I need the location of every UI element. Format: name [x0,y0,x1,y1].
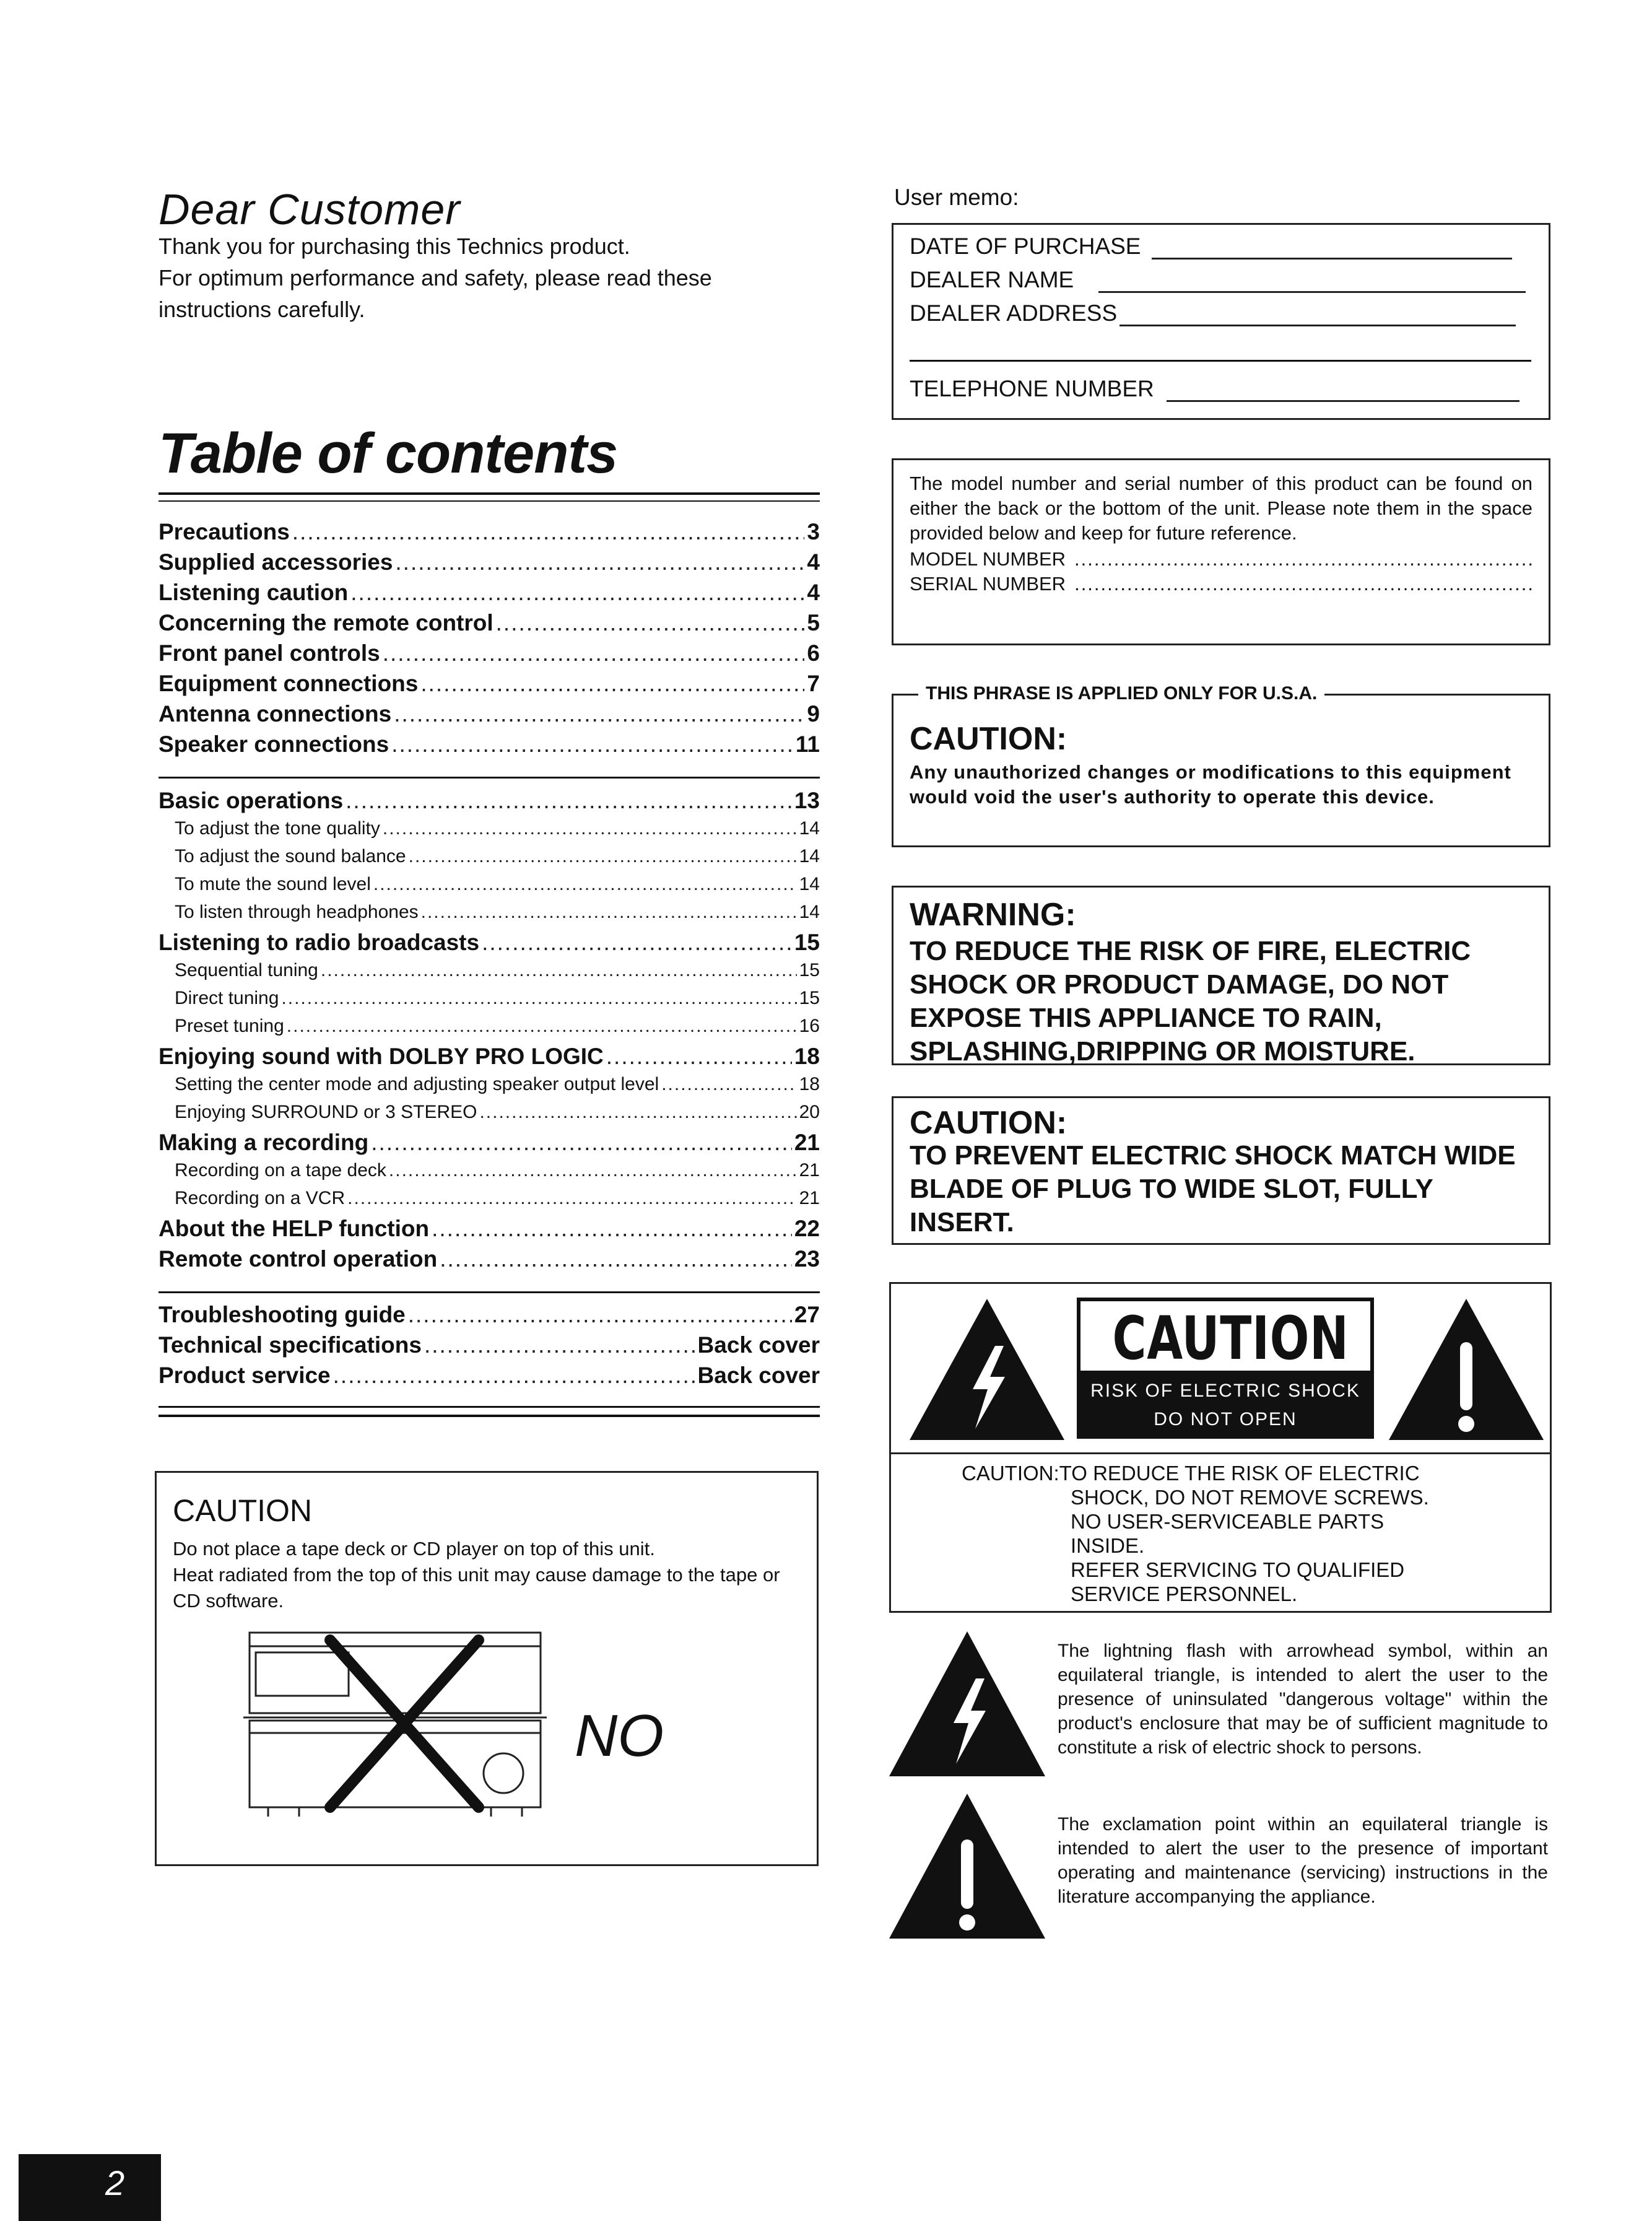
toc-entry [159,1302,820,1332]
warning-text [910,935,1541,1068]
user-memo-label: User memo: [894,185,1019,210]
toc-entry-page: 4 [807,549,820,575]
warning-line: SPLASHING,DRIPPING OR MOISTURE. [910,1036,1415,1067]
toc-entry-page: 18 [799,1074,820,1094]
no-label: NO [575,1703,664,1769]
toc-leader-dots [661,1074,796,1095]
toc-entry [159,671,820,701]
toc-entry-page: 14 [799,902,820,922]
toc-entry-label: Antenna connections [159,701,392,727]
toc-entry-label: Setting the center mode and adjusting speaker output level [175,1074,659,1094]
warning-line: TO REDUCE THE RISK OF FIRE, ELECTRIC [910,936,1471,966]
memo-fill-line [1119,308,1516,326]
toc-entry-label: Basic operations [159,788,344,813]
toc-entry-page: 4 [807,580,820,605]
tape-caution-title: CAUTION [173,1493,312,1528]
toc-entry-label: Enjoying SURROUND or 3 STEREO [175,1102,477,1122]
warning-line: SHOCK OR PRODUCT DAMAGE, DO NOT [910,969,1449,1000]
toc-bottom-rule-thick [159,1415,820,1417]
toc-entry-page: 21 [799,1188,820,1208]
toc-leader-dots [421,902,797,923]
toc-leader-dots [383,640,805,666]
toc-top-rule [159,492,820,495]
memo-field-label: DEALER NAME [910,267,1074,292]
toc-subentry [159,1160,820,1188]
plug-caution-line: BLADE OF PLUG TO WIDE SLOT, FULLY [910,1174,1433,1204]
model-number-line [910,547,1532,572]
intro-line: instructions carefully. [159,297,365,322]
toc-leader-dots [389,1160,797,1181]
exclamation-symbol-explanation: The exclamation point within an equilateral triangle is intended to alert the user to the presence of important operating and maintenance (servicing) instructions in the literature accompanying the appliance. [1058,1814,1548,1907]
toc-leader-dots [347,1188,796,1209]
toc-subentry [159,874,820,902]
toc-entry-label: Precautions [159,519,290,544]
shock-label-line: NO USER-SERVICEABLE PARTS [1071,1510,1385,1533]
toc-entry-label: Concerning the remote control [159,610,493,635]
toc-entry-page: 3 [807,519,820,544]
toc-leader-dots [373,874,797,895]
memo-field-dealer-address [910,300,1516,326]
toc-leader-dots [424,1332,695,1358]
memo-fill-line [1167,384,1519,402]
toc-entry-label: Technical specifications [159,1332,422,1358]
toc-entry [159,930,820,960]
memo-address-line [910,360,1531,362]
plug-caution-line: INSERT. [910,1207,1014,1237]
memo-field-dealer-name [910,267,1526,293]
exclamation-triangle-icon [887,1791,1048,1941]
toc-subentry [159,846,820,874]
stacked-units-illustration [243,1628,565,1832]
toc-bottom-rule [159,1406,820,1408]
toc-entry-page: 13 [794,788,820,813]
toc-entry-label: Listening to radio broadcasts [159,930,480,955]
toc-entry-label: Recording on a tape deck [175,1160,386,1180]
shock-label-line: CAUTION:TO REDUCE THE RISK OF ELECTRIC [962,1462,1420,1485]
toc-leader-dots [409,846,797,867]
toc-entry [159,610,820,640]
toc-leader-dots [346,788,792,814]
shock-label-line: SERVICE PERSONNEL. [1071,1582,1298,1605]
toc-entry-page: 27 [794,1302,820,1327]
toc-entry-page: 15 [799,988,820,1008]
electric-shock-label-box [889,1282,1552,1613]
lightning-triangle-icon [887,1629,1048,1779]
toc-entry [159,580,820,610]
toc-entry [159,519,820,549]
toc-title: Table of contents [159,422,618,485]
toc-entry-page: 21 [799,1160,820,1180]
tape-caution-line: Heat radiated from the top of this unit may cause damage to the tape or CD software. [173,1564,780,1612]
plug-caution-text [910,1139,1541,1239]
tape-caution-line: Do not place a tape deck or CD player on top of this unit. [173,1538,655,1560]
toc-subentry [159,1102,820,1130]
toc-leader-dots [395,549,804,575]
toc-entry-label: Preset tuning [175,1016,284,1036]
shock-label-text [891,1461,1550,1606]
toc-entry [159,1246,820,1276]
toc-entry-label: To listen through headphones [175,902,419,922]
plug-caution-box [892,1096,1550,1245]
toc-entry-page: 5 [807,610,820,635]
toc-entry-label: Front panel controls [159,640,380,666]
plug-caution-title: CAUTION: [910,1105,1067,1141]
toc-entry-label: Supplied accessories [159,549,393,575]
toc-entry-page: 22 [794,1216,820,1241]
usa-phrase: THIS PHRASE IS APPLIED ONLY FOR U.S.A. [918,683,1324,704]
tape-deck-caution-box [155,1471,819,1866]
toc-entry [159,549,820,580]
toc-subentry [159,1016,820,1044]
shock-label-line: REFER SERVICING TO QUALIFIED [1071,1558,1405,1581]
toc-subentry [159,818,820,846]
intro-line: Thank you for purchasing this Technics product. [159,233,630,259]
toc-divider [159,1291,820,1293]
toc-entry-page: 14 [799,874,820,894]
toc-leader-dots [333,1363,695,1389]
toc-entry-label: About the HELP function [159,1216,430,1241]
caution-word-area [1080,1301,1370,1371]
risk-of-shock-text: RISK OF ELECTRIC SHOCK [1090,1381,1360,1401]
shock-label-graphic [891,1284,1550,1454]
toc-subentry [159,960,820,988]
toc-entry-page: 18 [794,1044,820,1069]
toc-entry-page: 9 [807,701,820,727]
usa-caution-box [892,683,1550,847]
toc-leader-dots [394,701,804,727]
plug-caution-line: TO PREVENT ELECTRIC SHOCK MATCH WIDE [910,1140,1516,1171]
serial-number-box [892,458,1550,645]
page-number-tab [19,2154,161,2221]
toc-entry-page: 11 [795,731,820,757]
toc-entry-page: 14 [799,818,820,839]
toc-leader-dots [391,731,793,757]
toc-group-2 [159,788,820,1276]
toc-entry-label: To mute the sound level [175,874,371,894]
caution-plate [1077,1298,1374,1439]
toc-entry-label: Recording on a VCR [175,1188,346,1208]
toc-leader-dots [606,1044,792,1070]
toc-entry [159,640,820,671]
warning-title: WARNING: [910,897,1076,933]
toc-entry [159,701,820,731]
toc-group-1 [159,519,820,762]
toc-entry-page: 16 [799,1016,820,1036]
toc-leader-dots [371,1130,792,1156]
toc-entry-label: Speaker connections [159,731,389,757]
toc-entry-label: Listening caution [159,580,349,605]
toc-leader-dots [496,610,805,636]
lightning-triangle-icon [907,1296,1067,1442]
toc-divider [159,777,820,779]
toc-entry-label: Direct tuning [175,988,279,1008]
toc-entry [159,1130,820,1160]
memo-field-date [910,233,1512,260]
toc-leader-dots [287,1016,797,1037]
toc-leader-dots [383,818,797,839]
toc-entry-label: Product service [159,1363,331,1388]
toc-leader-dots [350,580,804,606]
toc-entry [159,1332,820,1363]
shock-label-line: SHOCK, DO NOT REMOVE SCREWS. [1071,1486,1429,1509]
memo-fill-line [1098,275,1526,293]
toc-leader-dots [292,519,805,545]
memo-field-label: DATE OF PURCHASE [910,233,1141,259]
shock-label-line: INSIDE. [1071,1534,1145,1557]
lightning-symbol-explanation: The lightning flash with arrowhead symbol, within an equilateral triangle, is intended to alert the user to the presence of uninsulated "dangerous voltage" within the product's enclosure that may be of sufficient magnitude to constitute a risk of electric shock to persons. [1058,1641,1548,1758]
toc-entry-page: 6 [807,640,820,666]
toc-top-rule-thin [159,500,820,502]
warning-box [892,886,1550,1065]
toc-leader-dots [420,671,804,697]
toc-entry-page: 23 [794,1246,820,1272]
toc-entry-page: Back cover [697,1363,820,1388]
page-number: 2 [105,2163,125,2202]
memo-field-label: DEALER ADDRESS [910,300,1118,326]
toc-leader-dots [479,1102,796,1123]
toc-entry-label: To adjust the sound balance [175,846,406,866]
caution-word: CAUTION [1112,1304,1349,1373]
usa-caution-text: Any unauthorized changes or modifications to this equipment would void the user's authority to operate this device. [910,761,1511,808]
toc-entry [159,788,820,818]
toc-entry-page: 14 [799,846,820,866]
memo-field-label: TELEPHONE NUMBER [910,376,1154,401]
exclamation-triangle-icon [1386,1296,1546,1442]
toc-group-3 [159,1302,820,1393]
memo-field-telephone [910,376,1519,402]
model-number-label: MODEL NUMBER [910,548,1066,570]
toc-entry-label: To adjust the tone quality [175,818,380,839]
toc-leader-dots [408,1302,792,1328]
toc-leader-dots [432,1216,792,1242]
toc-entry [159,1044,820,1074]
serial-number-label: SERIAL NUMBER [910,573,1066,595]
toc-entry [159,731,820,762]
intro-line: For optimum performance and safety, please read these [159,265,712,290]
toc-entry-label: Remote control operation [159,1246,438,1272]
toc-subentry [159,902,820,930]
user-memo-box [892,223,1550,420]
memo-fill-line [1152,242,1512,260]
toc-entry-page: Back cover [697,1332,820,1358]
toc-leader-dots [482,930,792,956]
toc-leader-dots [440,1246,792,1272]
toc-entry-page: 21 [794,1130,820,1155]
toc-entry-label: Enjoying sound with DOLBY PRO LOGIC [159,1044,604,1069]
toc-entry-label: Sequential tuning [175,960,318,980]
toc-leader-dots [281,988,796,1009]
warning-line: EXPOSE THIS APPLIANCE TO RAIN, [910,1003,1382,1033]
intro-text [159,230,815,325]
serial-note-text: The model number and serial number of this product can be found on either the back or the bottom of the unit. Please note them in the space provided below and keep for future reference. [910,473,1532,544]
toc-entry [159,1216,820,1246]
usa-caution-title: CAUTION: [910,721,1067,757]
toc-subentry [159,1074,820,1102]
toc-subentry [159,988,820,1016]
toc-entry-label: Troubleshooting guide [159,1302,406,1327]
toc-entry-label: Making a recording [159,1130,369,1155]
toc-entry [159,1363,820,1393]
toc-entry-page: 15 [794,930,820,955]
toc-entry-page: 20 [799,1102,820,1122]
tape-caution-text [173,1536,811,1614]
toc-entry-label: Equipment connections [159,671,419,696]
serial-number-line [910,572,1532,596]
dear-customer-title: Dear Customer [159,185,461,233]
toc-entry-page: 15 [799,960,820,980]
do-not-open-text: DO NOT OPEN [1154,1409,1297,1429]
toc-leader-dots [321,960,797,981]
toc-subentry [159,1188,820,1216]
toc-entry-page: 7 [807,671,820,696]
